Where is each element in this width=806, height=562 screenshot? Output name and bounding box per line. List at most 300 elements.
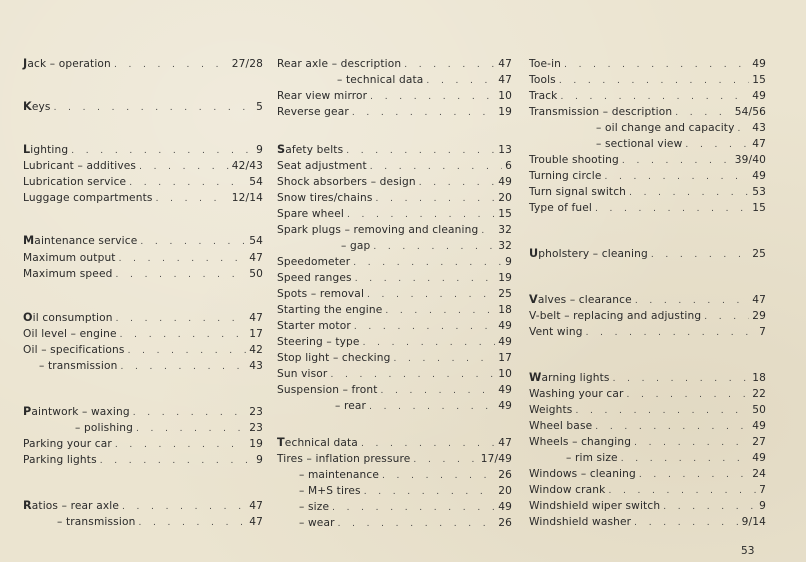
index-page-reference: 47 [752,138,766,150]
index-page-reference: 47 [249,312,263,324]
index-term [529,168,601,184]
index-term [529,104,672,120]
dot-leader [370,89,495,105]
index-page-reference: 7 [759,484,766,496]
index-term [23,266,113,282]
index-term-text: Starter motor [277,320,351,332]
index-term-text: Turning circle [529,170,602,182]
index-entry [529,184,766,200]
dot-leader [363,335,496,351]
index-term [23,158,136,174]
index-term [529,152,619,168]
index-entry [277,334,512,350]
dot-leader [586,325,757,341]
index-term-text: Spots – removal [277,288,365,300]
index-term-text: Windshield wiper switch [529,500,661,512]
index-term [596,136,682,152]
dot-leader [704,309,749,325]
index-entry [23,190,263,206]
index-term [277,206,344,222]
index-page-reference: 49 [498,176,512,188]
dot-leader [347,207,495,223]
index-term-text: Turn signal switch [529,186,627,198]
index-term-text: Tires – inflation pressure [277,453,411,465]
dot-leader [330,367,495,383]
index-page-reference: 49 [498,320,512,332]
index-term [529,324,583,340]
dot-leader [116,311,247,327]
index-term-text: – polishing [75,422,134,434]
index-page-reference: 10 [498,90,512,102]
dot-leader [413,452,477,468]
index-entry [529,514,766,530]
dot-leader [595,201,749,217]
index-entry [277,72,512,88]
index-entry [277,238,512,254]
index-term [23,342,125,358]
index-term-text: Reverse gear [277,106,349,118]
index-term-initial: O [23,311,33,324]
index-page-reference: 39/40 [734,154,766,166]
index-term-text: – oil change and capacity [596,122,735,134]
index-entry [277,174,512,190]
index-term-text: Lubrication service [23,176,127,188]
index-page-reference: 49 [498,384,512,396]
index-term [23,99,51,115]
index-entry [277,350,512,366]
index-term-text: Wheels – changing [529,436,632,448]
index-page-reference: 42/43 [231,160,263,172]
dot-leader [114,57,229,73]
dot-leader [156,191,229,207]
dot-leader [608,483,756,499]
index-entry [277,190,512,206]
dot-leader [560,89,749,105]
index-entry [529,498,766,514]
index-page-reference: 18 [752,372,766,384]
index-term-text: Oil level – engine [23,328,117,340]
dot-leader [376,191,496,207]
index-term [277,104,349,120]
index-term-text: Washing your car [529,388,624,400]
index-entry [529,450,766,466]
index-term [277,158,367,174]
index-term [529,308,701,324]
index-page-reference: 54 [249,235,263,247]
dot-leader [381,383,496,399]
index-entry [277,270,512,286]
dot-leader [370,159,502,175]
index-term-text: Windows – cleaning [529,468,636,480]
index-term-text: Parking your car [23,438,112,450]
index-term-text: Maximum output [23,252,116,264]
index-term [23,190,153,206]
index-term [277,270,352,286]
index-term [23,452,97,468]
index-page-reference: 9 [256,144,263,156]
dot-leader [129,175,246,191]
index-page-reference: 49 [752,420,766,432]
index-entry [529,418,766,434]
index-page-reference: 17 [249,328,263,340]
index-entry [277,382,512,398]
index-term [299,499,329,515]
index-term-text: Toe-in [529,58,562,70]
index-term-text: Speed ranges [277,272,352,284]
index-page-reference: 25 [498,288,512,300]
index-term-text: Window crank [529,484,606,496]
index-term [529,402,572,418]
index-entry [23,174,263,190]
index-term [529,200,592,216]
index-page-reference: 49 [752,170,766,182]
dot-leader [635,293,749,309]
index-entry [277,467,512,483]
index-entry [23,452,263,468]
index-term [299,467,379,483]
index-term-text: il consumption [32,312,113,324]
index-term [57,514,135,530]
index-entry [529,88,766,104]
dot-leader [373,239,495,255]
index-term-text: Type of fuel [529,202,592,214]
index-entry [277,222,512,238]
index-term [277,451,410,467]
index-page-reference: 20 [498,485,512,497]
index-term [23,436,112,452]
index-term-text: arning lights [541,372,610,384]
dot-leader [119,251,247,267]
dot-leader [133,405,247,421]
index-entry [23,266,263,282]
dot-leader [136,421,246,437]
index-term-text: Steering – type [277,336,360,348]
dot-leader [122,499,246,515]
index-term-text: Transmission – description [529,106,673,118]
index-term [277,382,378,398]
index-entry [277,88,512,104]
index-page-reference: 20 [498,192,512,204]
index-term [23,142,68,158]
dot-leader [120,327,247,343]
index-term-text: alves – clearance [537,294,632,306]
index-term-text: aintwork – waxing [31,406,130,418]
index-term-text: – rim size [566,452,618,464]
index-term-text: – rear [335,400,367,412]
dot-leader [564,57,749,73]
dot-leader [332,500,495,516]
index-term [23,498,119,514]
index-entry [277,286,512,302]
index-entry [23,342,263,358]
index-term [277,350,391,366]
index-page-reference: 15 [752,74,766,86]
index-term [23,310,113,326]
dot-leader [481,223,495,239]
index-term-initial: T [277,436,285,449]
index-page-reference: 27/28 [231,58,263,70]
index-page-reference: 17/49 [480,453,512,465]
index-page-reference: 49 [752,90,766,102]
index-page-reference: 50 [249,268,263,280]
index-term [529,56,561,72]
index-entry [23,233,263,249]
index-term-text: ack – operation [27,58,111,70]
dot-leader [120,359,246,375]
index-page-reference: 43 [249,360,263,372]
index-term-text: eys [31,101,51,113]
dot-leader [355,271,496,287]
index-page-reference: 47 [752,294,766,306]
index-term [529,246,648,262]
index-term [529,482,605,498]
index-term-text: pholstery – cleaning [538,248,648,260]
index-term-text: Snow tires/chains [277,192,373,204]
index-term [529,434,631,450]
index-term-text: Rear axle – description [277,58,402,70]
index-entry [23,158,263,174]
index-page-reference: 49 [498,336,512,348]
index-term-text: – M+S tires [299,485,361,497]
index-page-reference: 47 [249,252,263,264]
index-entry [529,386,766,402]
index-term-text: Spare wheel [277,208,344,220]
dot-leader [559,73,749,89]
dot-leader [361,436,495,452]
dot-leader [629,185,749,201]
index-term-text: – sectional view [596,138,683,150]
index-entry [277,318,512,334]
index-term-text: atios – rear axle [31,500,120,512]
index-term [277,366,327,382]
index-term-initial: L [23,143,31,156]
index-term-text: Luggage compartments [23,192,153,204]
dot-leader [634,435,749,451]
index-page-reference: 19 [498,106,512,118]
index-page-reference: 50 [752,404,766,416]
dot-leader [385,303,495,319]
index-entry [529,200,766,216]
dot-leader [100,453,253,469]
index-term-text: Rear view mirror [277,90,368,102]
dot-leader [140,234,246,250]
dot-leader [382,468,495,484]
index-page-reference: 49 [752,58,766,70]
index-term [23,326,117,342]
index-term-text: afety belts [285,144,344,156]
index-term [529,386,624,402]
index-term-initial: K [23,100,32,113]
index-entry [23,326,263,342]
page-number: 53 [741,545,755,557]
index-entry [23,56,263,72]
index-page-reference: 47 [498,74,512,86]
dot-leader [634,515,738,531]
index-entry [529,434,766,450]
index-entry [277,366,512,382]
index-page-reference: 43 [752,122,766,134]
dot-leader [54,100,254,116]
dot-leader [354,319,495,335]
index-term-text: – size [299,501,330,513]
index-term [23,250,116,266]
index-term [566,450,618,466]
index-term [529,184,626,200]
index-entry [529,56,766,72]
index-term [23,404,130,420]
index-entry [277,451,512,467]
index-entry [529,120,766,136]
index-page-reference: 54/56 [734,106,766,118]
index-page-reference: 26 [498,469,512,481]
index-page-reference: 23 [249,406,263,418]
index-entry [277,158,512,174]
index-term-text: Maximum speed [23,268,113,280]
index-page-reference: 47 [249,500,263,512]
index-page-reference: 49 [498,501,512,513]
index-term [277,318,351,334]
index-page-reference: 9/14 [741,516,766,528]
index-term-initial: J [23,57,28,70]
dot-leader [369,399,495,415]
index-entry [277,206,512,222]
index-term [277,222,478,238]
index-entry [23,436,263,452]
index-page-reference: 27 [752,436,766,448]
index-entry [529,72,766,88]
index-term-text: Parking lights [23,454,97,466]
index-term-text: Starting the engine [277,304,383,316]
index-page-reference: 17 [498,352,512,364]
index-term-initial: P [23,405,32,418]
index-page-reference: 32 [498,240,512,252]
index-term-text: Oil – specifications [23,344,125,356]
dot-leader [675,105,731,121]
index-term-text: Track [529,90,558,102]
index-term-text: Weights [529,404,573,416]
dot-leader [346,143,495,159]
index-entry [529,402,766,418]
index-page-reference: 47 [498,437,512,449]
index-term [341,238,370,254]
index-term [529,418,592,434]
index-entry [23,420,263,436]
index-term [277,254,350,270]
index-entry [277,435,512,451]
index-term-text: – technical data [337,74,424,86]
index-term [277,190,373,206]
index-entry [23,404,263,420]
index-page-reference: 9 [759,500,766,512]
index-page-reference: 13 [498,144,512,156]
index-term-text: Stop light – checking [277,352,391,364]
index-entry [23,498,263,514]
dot-leader [627,387,750,403]
index-page-reference: 15 [498,208,512,220]
index-page-reference: 5 [256,101,263,113]
index-term [529,466,636,482]
index-page-reference: 54 [249,176,263,188]
dot-leader [604,169,749,185]
index-page-reference: 9 [256,454,263,466]
dot-leader [575,403,749,419]
index-entry [23,310,263,326]
index-entry [277,499,512,515]
index-entry [277,398,512,414]
index-page-reference: 24 [752,468,766,480]
index-term [75,420,133,436]
dot-leader [685,137,749,153]
dot-leader [138,515,246,531]
index-term-text: Lubricant – additives [23,160,137,172]
index-entry [529,168,766,184]
dot-leader [621,451,750,467]
dot-leader [394,351,496,367]
index-entry [23,358,263,374]
index-term-initial: M [23,234,35,247]
index-page-reference: 6 [505,160,512,172]
dot-leader [364,484,496,500]
dot-leader [738,121,750,137]
index-term [277,435,358,451]
index-entry [277,254,512,270]
index-term-text: Trouble shooting [529,154,619,166]
dot-leader [139,159,229,175]
index-term-text: Seat adjustment [277,160,367,172]
index-term-text: V-belt – replacing and adjusting [529,310,702,322]
index-page-reference: 26 [498,517,512,529]
index-page-reference: 29 [752,310,766,322]
index-entry [529,370,766,386]
index-page-reference: 19 [498,272,512,284]
index-term-text: ighting [30,144,69,156]
index-term [337,72,423,88]
index-entry [277,142,512,158]
dot-leader [404,57,495,73]
index-page-reference: 47 [249,516,263,528]
index-entry [23,142,263,158]
index-entry [529,246,766,262]
dot-leader [367,287,495,303]
index-page-reference: 22 [752,388,766,400]
index-term [529,498,660,514]
dot-leader [353,255,502,271]
dot-leader [115,437,246,453]
index-term-text: Shock absorbers – design [277,176,416,188]
index-entry [529,104,766,120]
index-term-text: – transmission [39,360,118,372]
dot-leader [419,175,496,191]
index-entry [277,483,512,499]
index-page-reference: 19 [249,438,263,450]
dot-leader [338,516,496,532]
index-term [529,514,631,530]
index-page-reference: 49 [752,452,766,464]
dot-leader [71,143,253,159]
index-term-text: Vent wing [529,326,583,338]
index-term [23,233,137,249]
dot-leader [352,105,495,121]
index-term-initial: R [23,499,32,512]
index-term [596,120,735,136]
index-entry [529,308,766,324]
index-entry [529,482,766,498]
index-entry [529,292,766,308]
index-entry [277,302,512,318]
index-term-text: echnical data [284,437,358,449]
index-entry [23,99,263,115]
index-term-text: – wear [299,517,335,529]
